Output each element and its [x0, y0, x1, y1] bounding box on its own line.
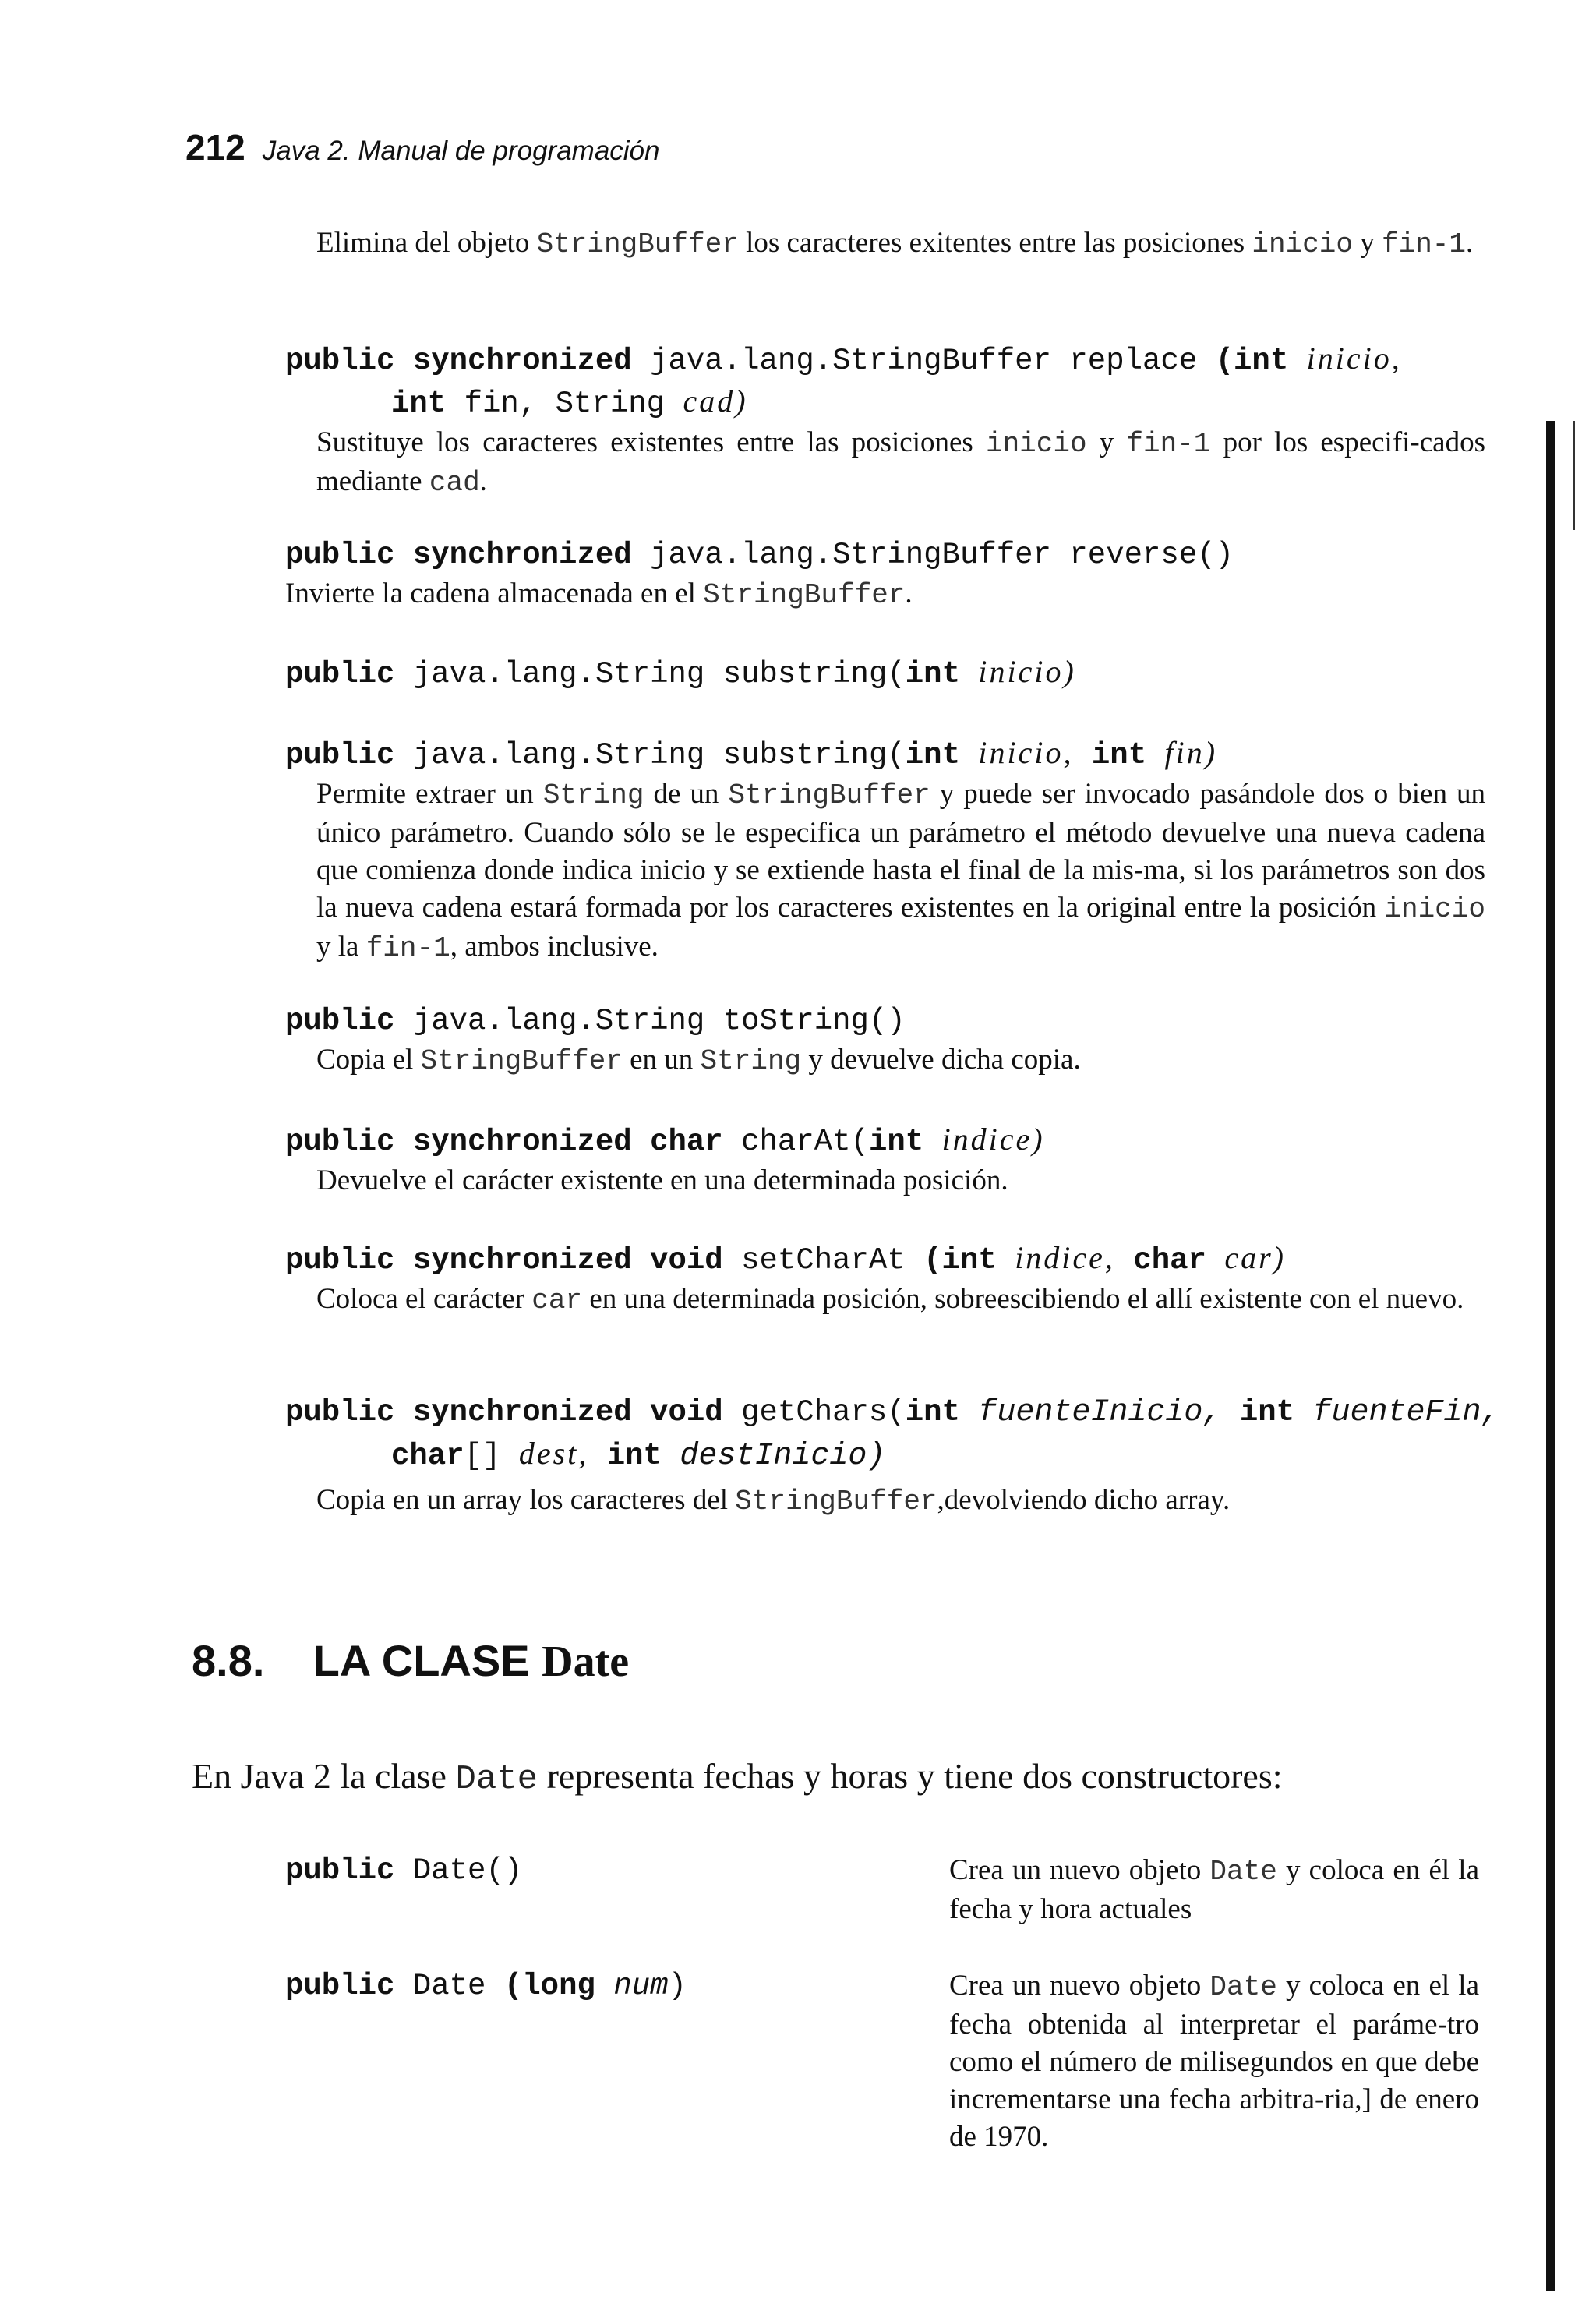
section-number: 8.8.	[192, 1636, 265, 1685]
section-keyword: Date	[542, 1638, 630, 1686]
entry-tostring	[285, 1001, 1485, 1080]
section-intro: En Java 2 la clase Date representa fechas y horas y tiene dos constructores:	[192, 1756, 1283, 1799]
method-signature-cont: char[] dest, int destInicio)	[391, 1436, 886, 1474]
constructor-description-long: Crea un nuevo objeto Date y coloca en el la fecha obtenida al interpretar el paráme-tro como el número de milisegundos en que debe incrementarse una fecha arbitra-ria,] de enero de 1970.	[949, 1970, 1480, 2153]
method-description: Sustituye los caracteres existentes entre las posiciones inicio y fin-1 por los especifi-cados mediante cad.	[316, 426, 1485, 499]
page-header	[185, 126, 660, 173]
constructor-signature-long: public Date (long num)	[285, 1969, 687, 2003]
entry-substring-2	[285, 733, 1485, 967]
method-signature: public synchronized void getChars(int fuenteInicio, int fuenteFin,	[285, 1395, 1500, 1430]
constructor-description-default: Crea un nuevo objeto Date y coloca en él la fecha y hora actuales	[949, 1854, 1480, 1925]
page-number: 212	[185, 127, 245, 168]
entry-delete-desc	[285, 224, 1485, 263]
entry-substring-1	[285, 652, 1485, 694]
section-heading	[192, 1635, 629, 1687]
method-signature: public synchronized char charAt(int indice)	[285, 1122, 1045, 1159]
method-signature: public java.lang.String substring(int inicio, int fin)	[285, 735, 1218, 772]
method-signature-cont: int fin, String cad)	[391, 383, 748, 421]
method-description: Invierte la cadena almacenada en el StringBuffer.	[285, 578, 913, 611]
method-description: Permite extraer un String de un StringBuffer y puede ser invocado pasándole dos o bien un único parámetro. Cuando sólo se le especifica un parámetro el método devuelve una nueva cadena que comienza donde indica inicio y se extiende hasta el final de la mis-ma, si los parámetros son dos la nueva cadena estará formada por los caracteres existentes en la original entre la posición inicio y la fin-1, ambos inclusive.	[316, 778, 1485, 964]
method-description: Elimina del objeto StringBuffer los caracteres exitentes entre las posiciones inicio y fin-1.	[316, 227, 1474, 260]
method-signature: public synchronized java.lang.StringBuffer reverse()	[285, 538, 1234, 572]
book-title: Java 2. Manual de programación	[262, 136, 660, 166]
method-signature: public java.lang.String toString()	[285, 1004, 906, 1038]
entry-getchars	[285, 1392, 1500, 1521]
entry-charat	[285, 1119, 1485, 1200]
section-title: LA CLASE	[312, 1636, 530, 1685]
method-description: Copia en un array los caracteres del StringBuffer,devolviendo dicho array.	[316, 1484, 1231, 1518]
entry-replace	[285, 338, 1485, 502]
page-edge-shadow	[1546, 421, 1555, 2291]
method-signature: public synchronized void setCharAt (int indice, char car)	[285, 1240, 1286, 1277]
method-description: Coloca el carácter car en una determinada posición, sobreescibiendo el allí existente con el nuevo.	[316, 1283, 1464, 1316]
method-description: Devuelve el carácter existente en una determinada posición.	[316, 1164, 1008, 1196]
method-signature: public java.lang.String substring(int inicio)	[285, 654, 1076, 691]
page-edge-line	[1573, 421, 1575, 530]
entry-reverse	[285, 535, 1485, 614]
method-description: Copia el StringBuffer en un String y devuelve dicha copia.	[316, 1044, 1081, 1077]
entry-setcharat	[285, 1238, 1485, 1320]
constructor-signature-default: public Date()	[285, 1853, 523, 1888]
method-signature: public synchronized java.lang.StringBuffer replace (int inicio,	[285, 341, 1402, 378]
